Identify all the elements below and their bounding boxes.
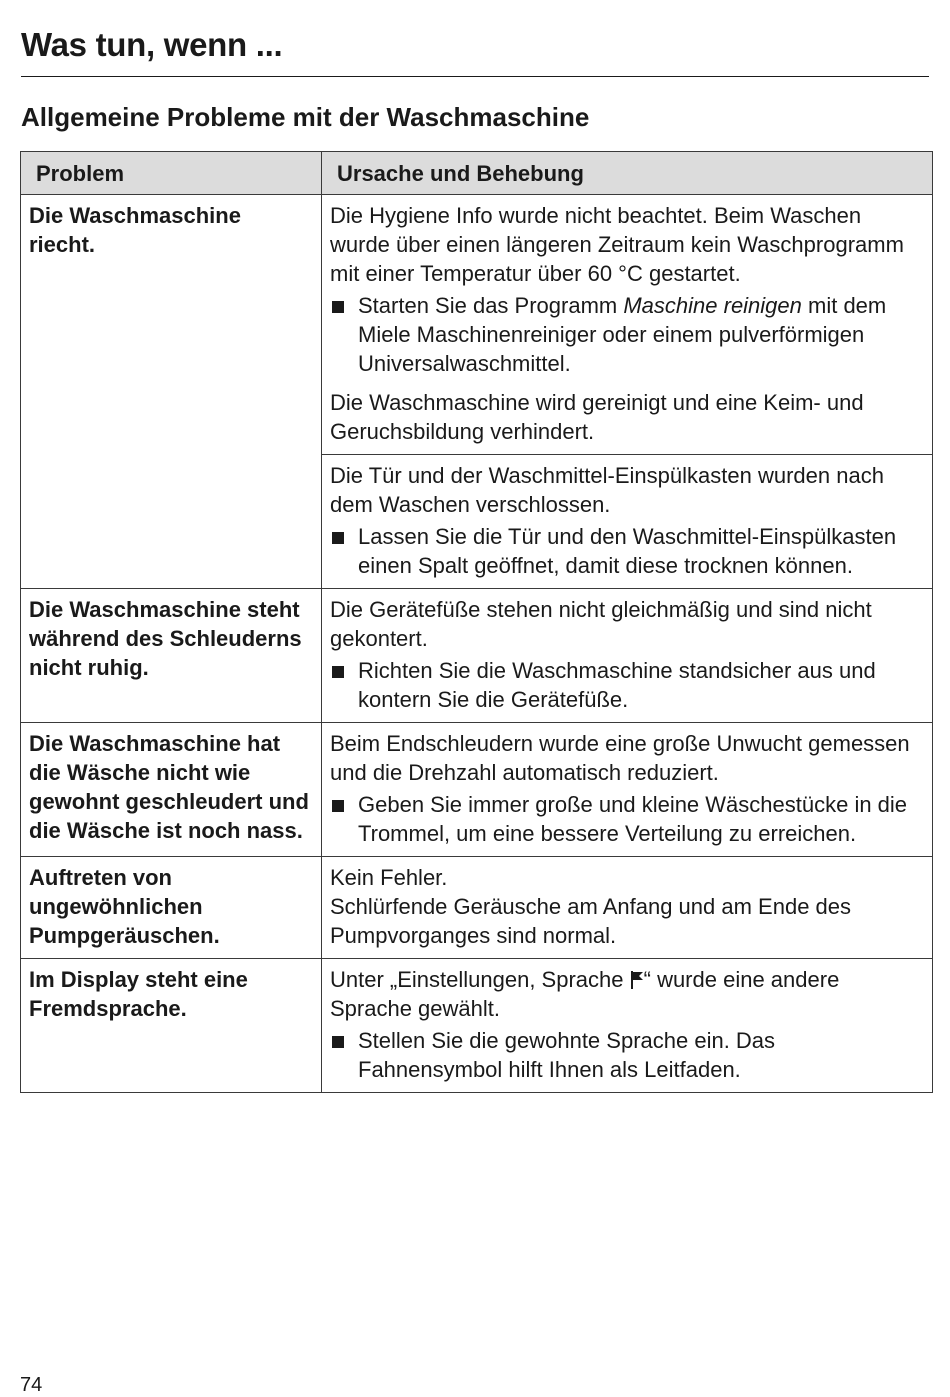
action-item: Stellen Sie die gewohnte Sprache ein. Das Fahnensymbol hilft Ihnen als Leitfaden. bbox=[330, 1026, 922, 1084]
cause-cell bbox=[322, 959, 933, 1093]
page-number: 74 bbox=[20, 1374, 43, 1396]
page-title: Was tun, wenn ... bbox=[21, 26, 283, 63]
action-item: Richten Sie die Waschmaschine standsicher aus und kontern Sie die Gerätefüße. bbox=[330, 656, 922, 714]
cause-text-end: “ wurde eine andere Sprache gewählt. bbox=[330, 967, 840, 1021]
cause-text: Die Hygiene Info wurde nicht beachtet. Beim Waschen wurde über einen längeren Zeitraum kein Waschprogramm mit einer Temperatur über 60 °C gestartet. bbox=[330, 203, 904, 286]
flag-icon bbox=[630, 970, 644, 990]
action-item: Geben Sie immer große und kleine Wäschestücke in die Trommel, um eine bessere Verteilung zu erreichen. bbox=[330, 790, 922, 848]
problem-cell: Die Waschmaschine riecht. bbox=[21, 195, 322, 589]
cause-text: Beim Endschleudern wurde eine große Unwucht gemessen und die Drehzahl automatisch reduziert. bbox=[330, 731, 910, 785]
title-divider bbox=[21, 76, 929, 77]
section-title: Allgemeine Probleme mit der Waschmaschine bbox=[21, 102, 590, 132]
problem-cell: Die Waschmaschine steht während des Schleuderns nicht ruhig. bbox=[21, 589, 322, 723]
column-header-problem: Problem bbox=[21, 152, 322, 195]
cause-text: Schlürfende Geräusche am Anfang und am Ende des Pumpvorganges sind normal. bbox=[330, 894, 852, 948]
cause-cell bbox=[322, 857, 933, 959]
cause-text: Kein Fehler. bbox=[330, 865, 448, 890]
table-row bbox=[21, 857, 933, 959]
cause-text: Die Gerätefüße stehen nicht gleichmäßig und sind nicht gekontert. bbox=[330, 597, 872, 651]
problem-cell: Auftreten von ungewöhnlichen Pumpgeräuschen. bbox=[21, 857, 322, 959]
cause-text bbox=[330, 965, 922, 1023]
problem-cell: Im Display steht eine Fremdsprache. bbox=[21, 959, 322, 1093]
table-header-row bbox=[21, 152, 933, 195]
result-note: Die Waschmaschine wird gereinigt und eine Keim- und Geruchsbildung verhindert. bbox=[330, 390, 864, 444]
cause-cell bbox=[322, 195, 933, 455]
table-row bbox=[21, 195, 933, 455]
cause-cell bbox=[322, 723, 933, 857]
program-name: Maschine reinigen bbox=[623, 293, 802, 318]
troubleshooting-table bbox=[20, 151, 933, 1093]
column-header-cause: Ursache und Behebung bbox=[322, 152, 933, 195]
action-item: Lassen Sie die Tür und den Waschmittel-Einspülkasten einen Spalt geöffnet, damit diese trocknen können. bbox=[330, 522, 922, 580]
action-text: mit dem Miele Maschinenreiniger oder einem pulverförmigen Universalwaschmittel. bbox=[358, 293, 887, 376]
action-item bbox=[330, 291, 922, 378]
table-row bbox=[21, 723, 933, 857]
table-row bbox=[21, 589, 933, 723]
cause-text: Die Tür und der Waschmittel-Einspülkasten wurden nach dem Waschen verschlossen. bbox=[330, 463, 884, 517]
cause-text-start: Unter „Einstellungen, Sprache bbox=[330, 967, 630, 992]
cause-cell bbox=[322, 455, 933, 589]
problem-cell: Die Waschmaschine hat die Wäsche nicht wie gewohnt geschleudert und die Wäsche ist noch nass. bbox=[21, 723, 322, 857]
table-row bbox=[21, 959, 933, 1093]
cause-cell bbox=[322, 589, 933, 723]
action-text: Starten Sie das Programm bbox=[358, 293, 624, 318]
